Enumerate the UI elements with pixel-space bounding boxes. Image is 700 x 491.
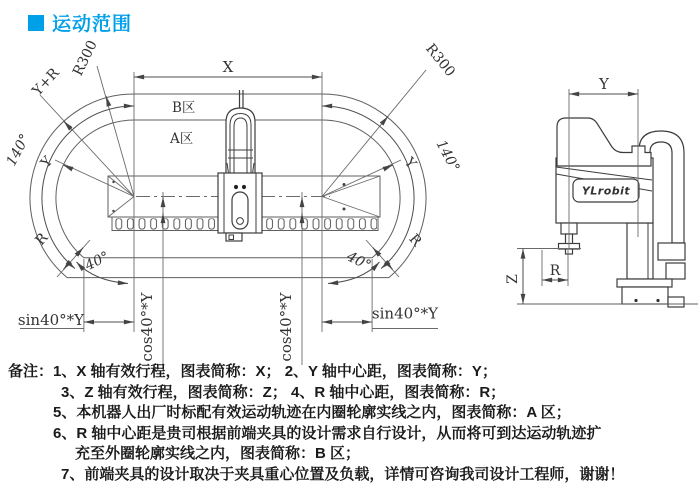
dim-label-cos-right: cos40°*Y bbox=[277, 292, 295, 362]
page-title: 运动范围 bbox=[52, 14, 133, 35]
note-line: 5、本机器人出厂时标配有效运动轨迹在内圈轮廓实线之内，图表简称：A 区； bbox=[53, 404, 571, 421]
shoulder-screw bbox=[234, 185, 238, 189]
note-line: 1、X 轴有效行程，图表简称：X； 2、Y 轴中心距，图表简称：Y； bbox=[53, 363, 497, 380]
dim-label-r-right: R bbox=[405, 231, 425, 250]
note-line: 6、R 轴中心距是贵司根据前端夹具的设计需求自行设计，从而将可到达运动轨迹扩 bbox=[53, 424, 602, 442]
dim-label-y-right: Y bbox=[400, 154, 420, 173]
dim-label-x: X bbox=[222, 58, 234, 76]
dim-arc-140-left bbox=[42, 106, 134, 269]
dim-label-y-left: Y bbox=[37, 153, 57, 172]
robot-side-view bbox=[505, 75, 698, 307]
dim-label-y-plus-r: Y+R bbox=[29, 65, 63, 100]
dim-label-y-side: Y bbox=[599, 75, 609, 93]
base-box bbox=[622, 287, 668, 304]
top-view-motion-range bbox=[3, 38, 462, 365]
robot-arm-top-view bbox=[218, 90, 262, 241]
note-line: 7、前端夹具的设计取决于夹具重心位置及负载，详情可咨询我司设计工程师，谢谢！ bbox=[61, 465, 625, 483]
dim-arc-140-right bbox=[322, 106, 414, 269]
dim-label-40-left: 40° bbox=[82, 248, 112, 275]
zone-label-b: B区 bbox=[172, 100, 196, 116]
zone-label-a: A区 bbox=[170, 131, 194, 147]
dim-label-sin-right: sin40°*Y bbox=[371, 304, 439, 323]
dim-label-r300-left: R300 bbox=[70, 37, 101, 79]
notes-block bbox=[0, 362, 700, 485]
base-plate bbox=[617, 279, 672, 287]
note-line: 3、Z 轴有效行程，图表简称：Z； 4、R 轴中心距，图表简称：R； bbox=[61, 383, 506, 401]
brand-logo: YLrobit bbox=[581, 184, 631, 198]
dim-label-r-side: R bbox=[549, 263, 561, 279]
dim-label-z-side: Z bbox=[505, 274, 521, 284]
dim-label-r300-right: R300 bbox=[422, 40, 459, 80]
dim-label-140-right: 140° bbox=[432, 137, 463, 175]
notes-label: 备注： bbox=[8, 363, 54, 380]
dim-label-cos-left: cos40°*Y bbox=[138, 292, 156, 362]
dim-label-sin-left: sin40°*Y bbox=[17, 311, 85, 329]
shoulder-screw bbox=[242, 185, 246, 189]
dim-label-140-left: 140° bbox=[3, 131, 34, 169]
dim-label-r-left: R bbox=[32, 230, 52, 249]
rear-column bbox=[627, 223, 653, 279]
arm-profile bbox=[557, 118, 651, 166]
arm-link2 bbox=[232, 192, 248, 229]
note-line: 充至外圈轮廓实线之内，图表简称：B 区； bbox=[75, 445, 361, 462]
dim-label-40-right: 40° bbox=[344, 248, 374, 275]
